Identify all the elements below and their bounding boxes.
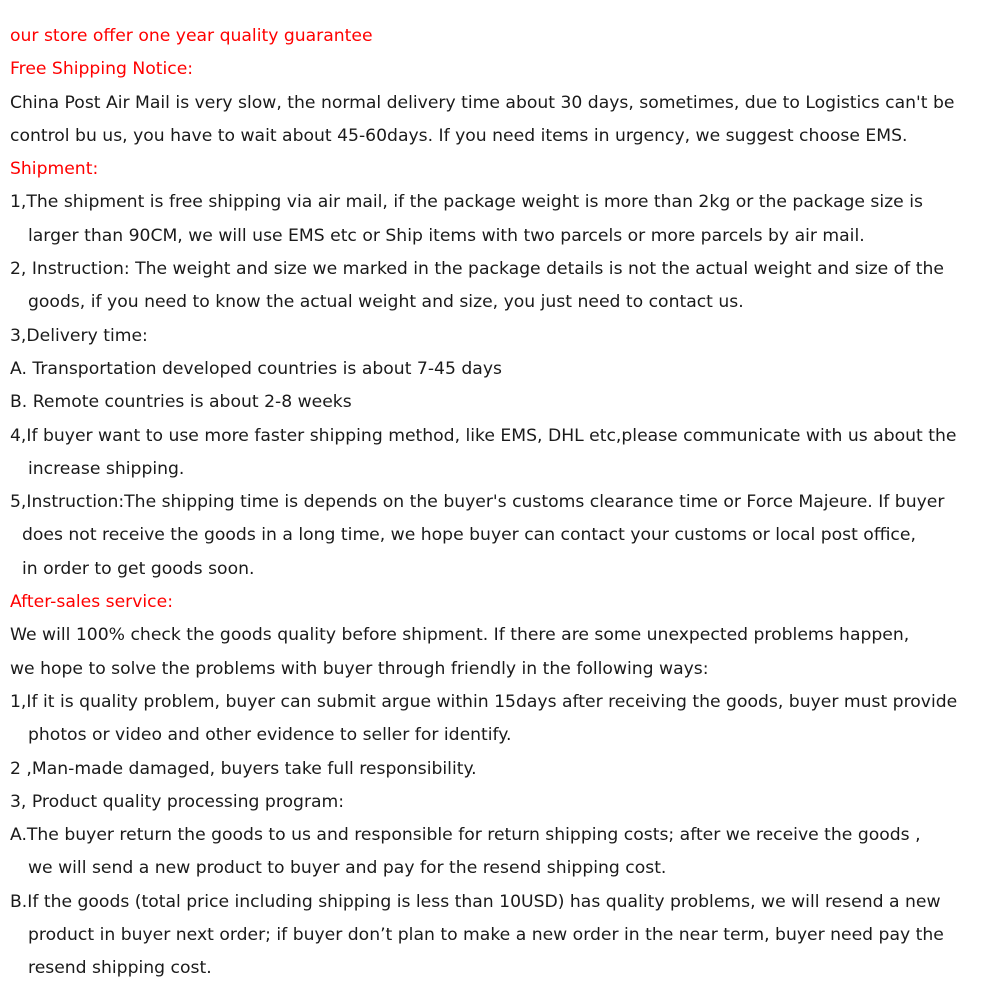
shipment-item-4-cont: increase shipping.	[28, 458, 185, 479]
shipment-item-5: 5,Instruction:The shipping time is depends on the buyer's customs clearance time or Force Majeure. If buyer	[10, 492, 945, 513]
after-sales-item-3: 3, Product quality processing program:	[10, 791, 345, 812]
after-sales-item-1: 1,If it is quality problem, buyer can submit argue within 15days after receiving the goods, buyer must provide	[10, 691, 958, 712]
processing-option-b-cont: product in buyer next order; if buyer don’t plan to make a new order in the near term, buyer need pay the	[28, 925, 944, 946]
delivery-time-a: A. Transportation developed countries is about 7-45 days	[10, 358, 502, 379]
free-shipping-text-line: control bu us, you have to wait about 45-60days. If you need items in urgency, we suggest choose EMS.	[10, 125, 908, 146]
processing-option-b-cont: resend shipping cost.	[28, 958, 212, 979]
policy-document	[10, 20, 995, 986]
after-sales-heading: After-sales service:	[10, 592, 173, 613]
shipment-item-2: 2, Instruction: The weight and size we marked in the package details is not the actual weight and size of the	[10, 259, 944, 280]
processing-option-b: B.If the goods (total price including shipping is less than 10USD) has quality problems, we will resend a new	[10, 891, 941, 912]
shipment-heading: Shipment:	[10, 159, 99, 180]
guarantee-notice: our store offer one year quality guarantee	[10, 26, 373, 46]
shipment-item-4: 4,If buyer want to use more faster shipping method, like EMS, DHL etc,please communicate with us about the	[10, 425, 957, 446]
after-sales-item-2: 2 ,Man-made damaged, buyers take full responsibility.	[10, 758, 477, 779]
delivery-time-b: B. Remote countries is about 2-8 weeks	[10, 392, 352, 413]
shipment-item-5-cont: in order to get goods soon.	[22, 558, 255, 579]
after-sales-intro-line: we hope to solve the problems with buyer through friendly in the following ways:	[10, 658, 709, 679]
after-sales-intro-line: We will 100% check the goods quality before shipment. If there are some unexpected problems happen,	[10, 625, 910, 646]
after-sales-item-1-cont: photos or video and other evidence to seller for identify.	[28, 725, 512, 746]
processing-option-a: A.The buyer return the goods to us and responsible for return shipping costs; after we receive the goods ,	[10, 825, 921, 846]
free-shipping-text-line: China Post Air Mail is very slow, the normal delivery time about 30 days, sometimes, due to Logistics can't be	[10, 92, 955, 113]
shipment-item-2-cont: goods, if you need to know the actual weight and size, you just need to contact us.	[28, 292, 744, 313]
shipment-item-5-cont: does not receive the goods in a long time, we hope buyer can contact your customs or local post office,	[22, 525, 916, 546]
processing-option-a-cont: we will send a new product to buyer and pay for the resend shipping cost.	[28, 858, 667, 879]
shipment-item-3: 3,Delivery time:	[10, 325, 148, 346]
free-shipping-heading: Free Shipping Notice:	[10, 59, 194, 80]
shipment-item-1-cont: larger than 90CM, we will use EMS etc or Ship items with two parcels or more parcels by air mail.	[28, 225, 865, 246]
shipment-item-1: 1,The shipment is free shipping via air mail, if the package weight is more than 2kg or the package size is	[10, 192, 923, 213]
